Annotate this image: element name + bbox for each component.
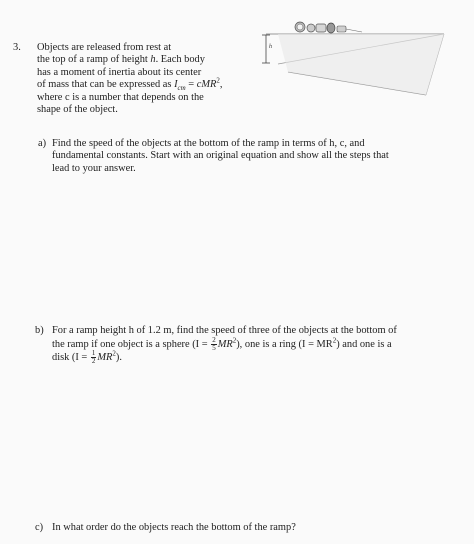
part-c-label: c) bbox=[35, 522, 44, 533]
cylinder-object bbox=[316, 24, 326, 32]
intro-line-6: shape of the object. bbox=[37, 103, 118, 115]
intro-line-3: has a moment of inertia about its center bbox=[37, 66, 202, 78]
part-b-text bbox=[52, 325, 397, 365]
part-a-label: a) bbox=[38, 138, 47, 149]
part-c-text: In what order do the objects reach the bottom of the ramp? bbox=[52, 522, 296, 533]
part-a-line-2: fundamental constants. Start with an original equation and show all the steps that bbox=[52, 150, 389, 162]
intro-line-4: of mass that can be expressed as $I_{cm} = cMR^2$, bbox=[37, 76, 223, 93]
question-number: 3. bbox=[13, 42, 21, 53]
hoop-object bbox=[327, 23, 335, 33]
part-a-text bbox=[52, 138, 389, 175]
part-a-line-3: lead to your answer. bbox=[52, 162, 136, 174]
part-b-line-1: For a ramp height h of 1.2 m, find the speed of three of the objects at the bottom of bbox=[52, 325, 397, 336]
part-b-line-3: disk (I = $\frac{1}{2}$ $MR^2$). bbox=[52, 348, 122, 365]
disk-object bbox=[337, 26, 346, 32]
part-b-line-2: the ramp if one object is a sphere (I = $\frac{2}{5}$ $MR^2$), one is a ring $(I = MR^2)$ and one is a bbox=[52, 336, 392, 353]
sphere-fraction: $\frac{2}{5}$ bbox=[212, 336, 216, 353]
ramp-figure bbox=[252, 15, 448, 99]
ramp-surface bbox=[278, 34, 444, 95]
intro-line-1: Objects are released from rest at bbox=[37, 42, 172, 53]
disk-fraction: $\frac{1}{2}$ bbox=[91, 348, 96, 365]
rolling-objects bbox=[295, 22, 362, 33]
part-a-line-1: Find the speed of the objects at the bottom of the ramp in terms of h, c, and bbox=[52, 138, 365, 149]
question-intro bbox=[37, 42, 223, 116]
intro-line-2: the top of a ramp of height h. Each body bbox=[37, 54, 205, 66]
intro-line-5: where c is a number that depends on the bbox=[37, 91, 204, 103]
part-b-label: b) bbox=[35, 325, 44, 336]
height-label: h bbox=[269, 44, 272, 50]
sphere-object bbox=[307, 24, 315, 32]
